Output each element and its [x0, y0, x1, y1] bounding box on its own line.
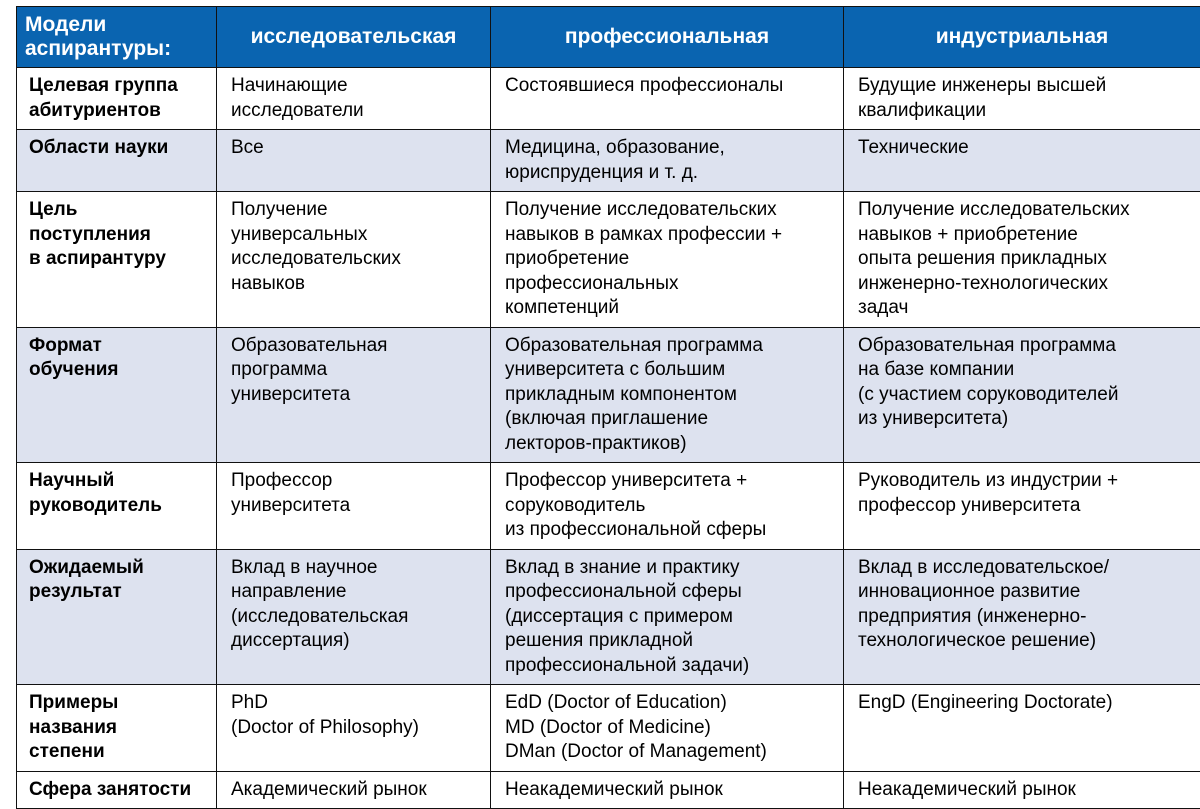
- row-label: Ожидаемый результат: [17, 549, 217, 685]
- table-row: [17, 549, 1200, 685]
- table-row: [17, 771, 1200, 809]
- table-cell: Вклад в исследовательское/ инновационное развитие предприятия (инженерно- технологическое решение): [844, 549, 1200, 685]
- table-cell: Технические: [844, 130, 1200, 192]
- column-header-research: исследовательская: [217, 7, 491, 68]
- table-cell: EdD (Doctor of Education) MD (Doctor of Medicine) DMan (Doctor of Management): [491, 685, 844, 772]
- table-cell: Получение исследовательских навыков в рамках профессии + приобретение профессиональных компетенций: [491, 192, 844, 328]
- row-label: Сфера занятости: [17, 771, 217, 809]
- row-label: Научный руководитель: [17, 463, 217, 550]
- table-header-row: [17, 7, 1200, 68]
- table-row: [17, 685, 1200, 772]
- table-cell: Академический рынок: [217, 771, 491, 809]
- table-cell: Вклад в знание и практику профессиональной сферы (диссертация с примером решения прикладной профессиональной задачи): [491, 549, 844, 685]
- table-cell: Будущие инженеры высшей квалификации: [844, 68, 1200, 130]
- table-row: [17, 68, 1200, 130]
- table-cell: Неакадемический рынок: [491, 771, 844, 809]
- table-cell: Профессор университета + соруководитель из профессиональной сферы: [491, 463, 844, 550]
- row-label: Примеры названия степени: [17, 685, 217, 772]
- graduate-models-table: [16, 6, 1200, 809]
- row-label: Области науки: [17, 130, 217, 192]
- row-label: Цель поступления в аспирантуру: [17, 192, 217, 328]
- table-cell: Образовательная программа университета с большим прикладным компонентом (включая приглашение лекторов-практиков): [491, 327, 844, 463]
- table-cell: PhD (Doctor of Philosophy): [217, 685, 491, 772]
- table-row: [17, 192, 1200, 328]
- table-cell: Образовательная программа на базе компании (с участием соруководителей из университета): [844, 327, 1200, 463]
- table-row: [17, 463, 1200, 550]
- table-cell: Начинающие исследователи: [217, 68, 491, 130]
- table-cell: Получение исследовательских навыков + приобретение опыта решения прикладных инженерно-технологических задач: [844, 192, 1200, 328]
- row-label: Формат обучения: [17, 327, 217, 463]
- table-row: [17, 130, 1200, 192]
- table-cell: Вклад в научное направление (исследовательская диссертация): [217, 549, 491, 685]
- table-cell: Медицина, образование, юриспруденция и т. д.: [491, 130, 844, 192]
- row-label: Целевая группа абитуриентов: [17, 68, 217, 130]
- table-cell: Все: [217, 130, 491, 192]
- table-row: [17, 327, 1200, 463]
- table-cell: Неакадемический рынок: [844, 771, 1200, 809]
- table-cell: EngD (Engineering Doctorate): [844, 685, 1200, 772]
- column-header-industrial: индустриальная: [844, 7, 1200, 68]
- table-cell: Образовательная программа университета: [217, 327, 491, 463]
- corner-header: Модели аспирантуры:: [17, 7, 217, 68]
- column-header-professional: профессиональная: [491, 7, 844, 68]
- table-cell: Руководитель из индустрии + профессор университета: [844, 463, 1200, 550]
- table-cell: Профессор университета: [217, 463, 491, 550]
- table-cell: Получение универсальных исследовательских навыков: [217, 192, 491, 328]
- table-cell: Состоявшиеся профессионалы: [491, 68, 844, 130]
